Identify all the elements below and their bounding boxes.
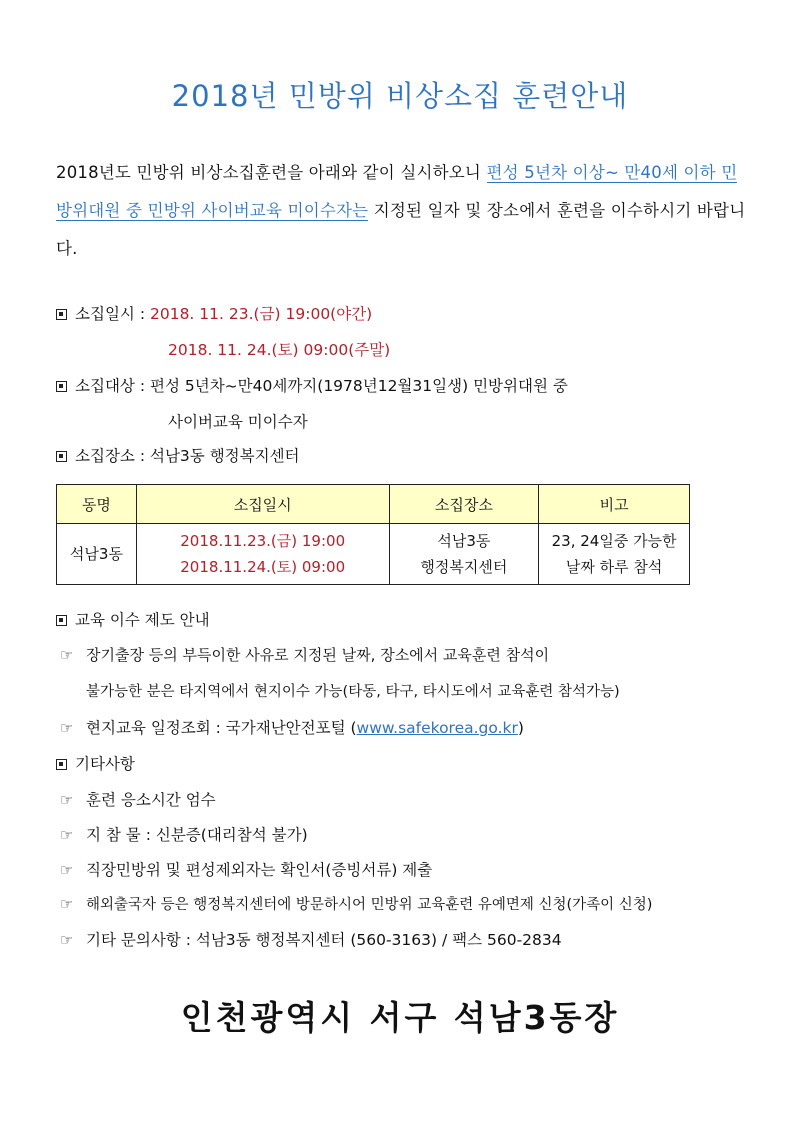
- issuer-signature: 인천광역시 서구 석남3동장: [180, 998, 620, 1037]
- square-bullet-icon: [56, 615, 67, 626]
- table-note-2: 날짜 하루 참석: [565, 558, 663, 576]
- education-heading: 교육 이수 제도 안내: [75, 611, 210, 629]
- schedule-date-2: 2018. 11. 24.(토) 09:00(주말): [168, 341, 391, 359]
- table-cell-place: [389, 524, 539, 585]
- table-cell-datetime: [136, 524, 389, 585]
- pointing-hand-icon: ☞: [60, 719, 74, 737]
- etc-item-4: 해외출국자 등은 행정복지센터에 방문하시어 민방위 교육훈련 유예면제 신청(가족이 신청): [86, 897, 653, 913]
- etc-heading-row: [56, 752, 135, 774]
- schedule-date-1: 2018. 11. 23.(금) 19:00(야간): [149, 305, 373, 323]
- table-datetime-2: 2018.11.24.(토) 09:00: [180, 558, 346, 576]
- table-header-note: 비고: [539, 485, 690, 524]
- list-item: [60, 893, 652, 914]
- safekorea-link[interactable]: www.safekorea.go.kr: [356, 719, 518, 737]
- page-title: 2018년 민방위 비상소집 훈련안내: [171, 79, 629, 113]
- table-place-1: 석남3동: [437, 532, 491, 550]
- location-label: 소집장소 :: [75, 447, 146, 465]
- education-item-1-line-2: 불가능한 분은 타지역에서 현지이수 가능(타동, 타구, 타시도에서 교육훈련 참석가능): [86, 684, 620, 700]
- pointing-hand-icon: ☞: [60, 791, 74, 809]
- pointing-hand-icon: ☞: [60, 861, 74, 879]
- list-item: [60, 788, 216, 810]
- education-item-2-end: ): [517, 719, 524, 737]
- target-label: 소집대상 :: [75, 377, 146, 395]
- table-row: [57, 524, 690, 585]
- schedule-row: [56, 302, 372, 324]
- etc-item-3: 직장민방위 및 편성제외자는 확인서(증빙서류) 제출: [86, 861, 433, 879]
- target-line-1: 편성 5년차~만40세까지(1978년12월31일생) 민방위대원 중: [149, 377, 568, 395]
- table-place-2: 행정복지센터: [420, 558, 508, 576]
- location-value: 석남3동 행정복지센터: [149, 447, 300, 465]
- table-note-1: 23, 24일중 가능한: [551, 532, 677, 550]
- table-cell-dong: 석남3동: [57, 524, 137, 585]
- list-item: [60, 858, 432, 880]
- pointing-hand-icon: ☞: [60, 826, 74, 844]
- education-heading-row: [56, 608, 210, 630]
- target-row: [56, 374, 568, 396]
- intro-text-2: 지정된 일자 및 장소에서 훈련을 이수하시기 바랍니다.: [56, 201, 746, 258]
- square-bullet-icon: [56, 309, 67, 320]
- intro-highlight: 편성 5년차 이상~ 만40세 이하 민방위대원 중 민방위 사이버교육 미이수자는: [56, 163, 738, 220]
- etc-item-1: 훈련 응소시간 엄수: [86, 791, 216, 809]
- pointing-hand-icon: ☞: [60, 895, 74, 913]
- square-bullet-icon: [56, 759, 67, 770]
- square-bullet-icon: [56, 381, 67, 392]
- table-header-row: [57, 485, 690, 524]
- table-cell-note: [539, 524, 690, 585]
- education-item-2-label: 현지교육 일정조회 : 국가재난안전포털 (: [86, 719, 357, 737]
- education-item-1: [60, 644, 549, 665]
- table-datetime-1: 2018.11.23.(금) 19:00: [180, 532, 346, 550]
- target-line-2: 사이버교육 미이수자: [168, 413, 308, 431]
- etc-heading: 기타사항: [75, 755, 135, 773]
- intro-text-1: 2018년도 민방위 비상소집훈련을 아래와 같이 실시하오니: [56, 163, 487, 182]
- education-item-2: [60, 716, 524, 738]
- education-item-1-line-1: 장기출장 등의 부득이한 사유로 지정된 날짜, 장소에서 교육훈련 참석이: [86, 646, 550, 664]
- pointing-hand-icon: ☞: [60, 646, 74, 664]
- pointing-hand-icon: ☞: [60, 931, 74, 949]
- etc-item-5: 기타 문의사항 : 석남3동 행정복지센터 (560-3163) / 팩스 560-2834: [86, 931, 562, 949]
- list-item: [60, 928, 562, 950]
- table-header-place: 소집장소: [389, 485, 539, 524]
- schedule-label: 소집일시 :: [75, 305, 146, 323]
- list-item: [60, 823, 308, 845]
- table-header-datetime: 소집일시: [136, 485, 389, 524]
- etc-item-2: 지 참 물 : 신분증(대리참석 불가): [86, 826, 308, 844]
- table-header-dong: 동명: [57, 485, 137, 524]
- schedule-table: [56, 484, 690, 585]
- square-bullet-icon: [56, 451, 67, 462]
- location-row: [56, 444, 300, 466]
- intro-paragraph: [56, 154, 746, 268]
